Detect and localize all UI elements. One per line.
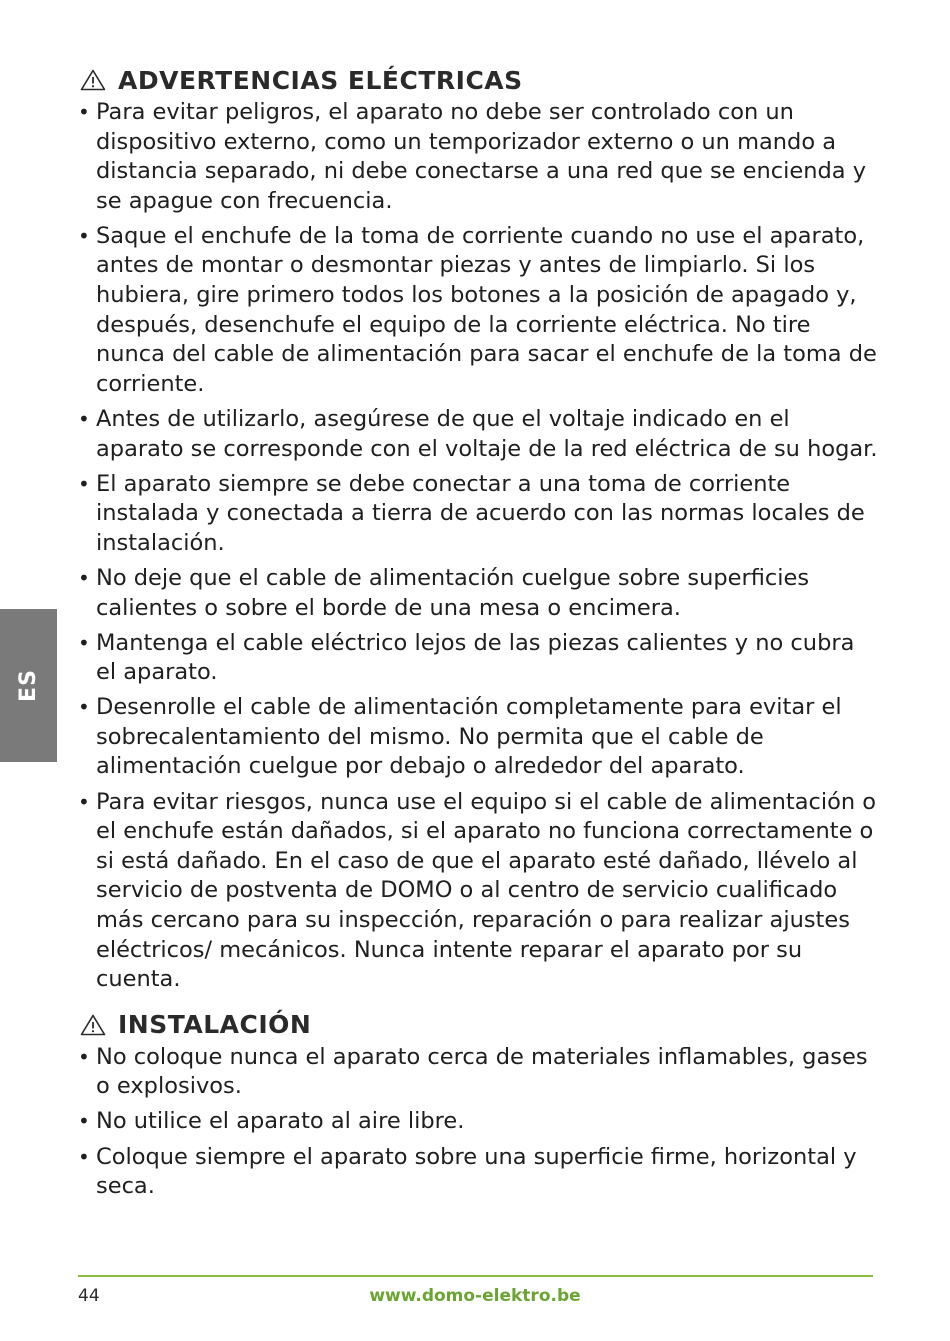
website-link[interactable]: www.domo-elektro.be — [369, 1286, 581, 1306]
list-item: • Coloque siempre el aparato sobre una superficie firme, horizontal y seca. — [78, 1143, 878, 1202]
list-item: • Para evitar peligros, el aparato no debe ser controlado con un dispositivo externo, como un temporizador externo o un mando a distancia separado, ni debe conectarse a una red que se encienda y se apague con frecuencia. — [78, 98, 878, 216]
list-item: • No deje que el cable de alimentación cuelgue sobre superficies calientes o sobre el borde de una mesa o encimera. — [78, 564, 878, 623]
list-item: • Desenrolle el cable de alimentación completamente para evitar el sobrecalentamiento del mismo. No permita que el cable de alimentación cuelgue por debajo o alrededor del aparato. — [78, 693, 878, 782]
list-item: • Para evitar riesgos, nunca use el equipo si el cable de alimentación o el enchufe están dañados, si el aparato no funciona correctamente o si está dañado. En el caso de que el aparato esté dañado, llévelo al servicio de postventa de DOMO o al centro de servicio cualificado más cercano para su inspección, reparación o para realizar ajustes eléctricos/ mecánicos. Nunca intente reparar el aparato por su cuenta. — [78, 788, 878, 995]
list-item: • Mantenga el cable eléctrico lejos de las piezas calientes y no cubra el aparato. — [78, 629, 878, 688]
section-title-text: ADVERTENCIAS ELÉCTRICAS — [118, 65, 523, 95]
page-content — [78, 62, 878, 1207]
list-item: • No utilice el aparato al aire libre. — [78, 1107, 878, 1137]
section-title-installation — [78, 1007, 878, 1043]
section-title-electrical-warnings — [78, 62, 878, 98]
language-tab-label: ES — [16, 669, 41, 702]
list-item: • Antes de utilizarlo, asegúrese de que el voltaje indicado en el aparato se corresponde con el voltaje de la red eléctrica de su hogar. — [78, 405, 878, 464]
list-item: • El aparato siempre se debe conectar a una toma de corriente instalada y conectada a tierra de acuerdo con las normas locales de instalación. — [78, 470, 878, 559]
warning-triangle-icon — [80, 1014, 106, 1036]
list-item: • Saque el enchufe de la toma de corriente cuando no use el aparato, antes de montar o desmontar piezas y antes de limpiarlo. Si los hubiera, gire primero todos los botones a la posición de apagado y, después, desenchufe el equipo de la corriente eléctrica. No tire nunca del cable de alimentación para sacar el enchufe de la toma de corriente. — [78, 222, 878, 400]
section-title-text: INSTALACIÓN — [118, 1010, 312, 1040]
footer-divider — [78, 1275, 873, 1277]
language-tab — [0, 609, 57, 762]
warning-triangle-icon — [80, 69, 106, 91]
list-item: • No coloque nunca el aparato cerca de materiales inflamables, gases o explosivos. — [78, 1043, 878, 1102]
installation-list — [78, 1043, 878, 1202]
page-number: 44 — [78, 1286, 100, 1306]
electrical-warnings-list — [78, 98, 878, 995]
